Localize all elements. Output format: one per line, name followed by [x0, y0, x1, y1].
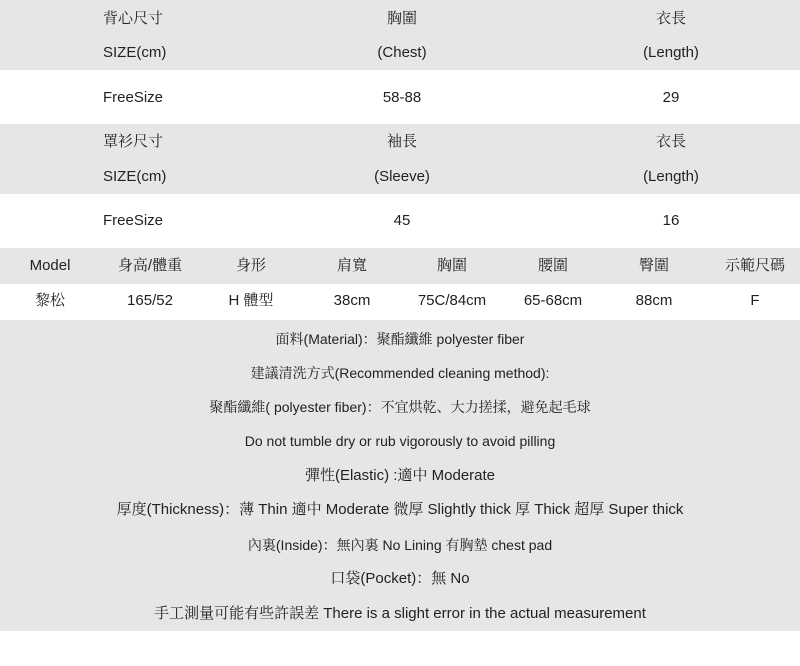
cardigan-size-label: 罩衫尺寸 [103, 133, 164, 150]
lining-info: 內裏(Inside)：無內裏 No Lining 有胸墊 chest pad [247, 537, 553, 553]
waist-value: 65-68cm [523, 292, 583, 309]
measurement-error-note: 手工測量可能有些許誤差 There is a slight error in the actual measurement [154, 605, 646, 622]
hip-value: 88cm [635, 292, 673, 309]
cardigan-size-value: FreeSize [103, 212, 164, 229]
cleaning-instruction-en: Do not tumble dry or rub vigorously to avoid pilling [244, 433, 556, 449]
vest-size-header [0, 0, 800, 70]
model-name: 黎松 [34, 292, 66, 309]
cleaning-method-heading: 建議清洗方式(Recommended cleaning method): [250, 365, 550, 381]
vest-size-label: 背心尺寸 [103, 10, 164, 27]
pocket-info: 口袋(Pocket)：無 No [330, 570, 470, 587]
vest-size-row [0, 70, 800, 124]
cardigan-sleeve-value: 45 [393, 212, 411, 229]
thickness-info: 厚度(Thickness)：薄 Thin 適中 Moderate 微厚 Slightly thick 厚 Thick 超厚 Super thick [116, 501, 684, 518]
sleeve-label-zh: 袖長 [386, 133, 418, 150]
shoulder-value: 38cm [333, 292, 371, 309]
model-table-row [0, 284, 800, 320]
chest-label-zh: 胸圍 [386, 10, 418, 27]
cardigan-size-header [0, 124, 800, 194]
body-shape-value: H 體型 [228, 292, 274, 309]
demo-size-value: F [750, 292, 760, 309]
cardigan-length-value: 16 [662, 212, 680, 229]
elasticity-info: 彈性(Elastic) :適中 Moderate [304, 467, 496, 484]
height-weight-header: 身高/體重 [117, 257, 183, 274]
chest-label-en: (Chest) [377, 44, 427, 61]
waist-header: 腰圍 [537, 257, 569, 274]
size-unit-label: SIZE(cm) [103, 44, 167, 61]
hip-header: 臀圍 [638, 257, 670, 274]
chest-value: 75C/84cm [417, 292, 487, 309]
length-label-en: (Length) [643, 168, 699, 185]
shoulder-header: 肩寬 [336, 257, 368, 274]
chest-header: 胸圍 [436, 257, 468, 274]
length-label-zh: 衣長 [655, 10, 687, 27]
vest-chest-value: 58-88 [382, 89, 422, 106]
cardigan-size-row [0, 194, 800, 248]
product-info-section [0, 320, 800, 631]
vest-size-value: FreeSize [103, 89, 164, 106]
length-label-en: (Length) [643, 44, 699, 61]
cleaning-instruction-zh: 聚酯纖維( polyester fiber)：不宜烘乾、大力搓揉，避免起毛球 [209, 399, 591, 415]
model-table-header [0, 248, 800, 284]
length-label-zh: 衣長 [655, 133, 687, 150]
model-header: Model [29, 257, 71, 274]
sleeve-label-en: (Sleeve) [374, 168, 430, 185]
height-weight-value: 165/52 [127, 292, 173, 309]
demo-size-header: 示範尺碼 [724, 257, 786, 274]
size-unit-label: SIZE(cm) [103, 168, 167, 185]
material-info: 面料(Material)：聚酯纖維 polyester fiber [275, 331, 525, 347]
body-shape-header: 身形 [235, 257, 267, 274]
vest-length-value: 29 [662, 89, 680, 106]
